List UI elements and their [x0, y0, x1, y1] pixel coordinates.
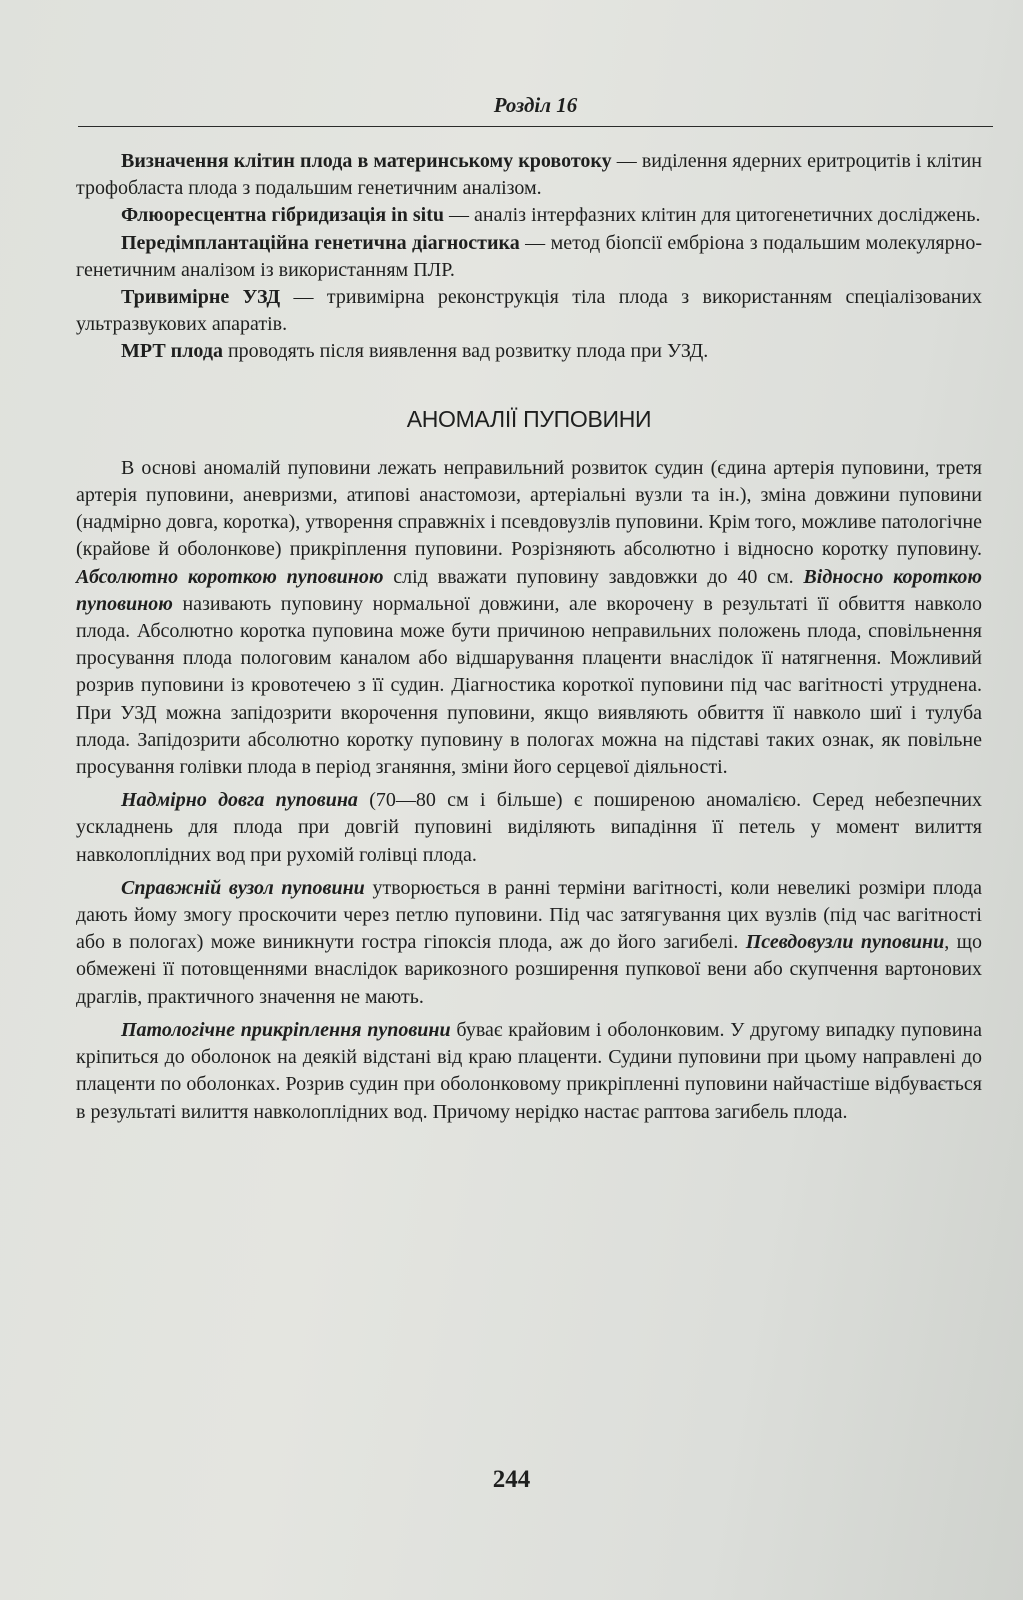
term: Тривимірне УЗД: [121, 286, 281, 309]
header-rule: [78, 126, 993, 127]
term: МРТ плода: [121, 340, 223, 363]
definition: проводять після виявлення вад розвитку плода при УЗД.: [222, 340, 709, 363]
definition: — виділення ядерних еритроцитів і клітин трофобласта плода з подальшим генетичним аналізом.: [76, 150, 982, 200]
intro-paragraph: [76, 338, 982, 365]
term: Флюоресцентна гібридизація in situ: [121, 204, 444, 227]
text-run: буває крайовим і оболонковим. У другому випадку пуповина кріпиться до оболонок на деякій відстані від краю плаценти. Судини пуповини при цьому направлені до плаценти по оболонках. Розрив судин при оболонковому прикріпленні пуповини найчастіше відбувається в результаті вилиття навколоплідних вод. Причому нерідко настає раптова загибель плода.: [76, 1018, 982, 1123]
emphasis-term: Патологічне прикріплення пуповини: [121, 1018, 451, 1041]
section-title: АНОМАЛІЇ ПУПОВИНИ: [406, 405, 652, 432]
definition: — аналіз інтерфазних клітин для цитогенетичних досліджень.: [444, 204, 981, 227]
body-paragraph: [76, 1017, 982, 1126]
text-run: В основі аномалій пуповини лежать неправильний розвиток судин (єдина артерія пуповини, третя артерія пуповини, аневризми, атипові анастомози, артеріальні вузли та ін.), зміна довжини пуповини (надмірно довга, коротка), утворення справжніх і псевдовузлів пуповини. Крім того, можливе патологічне (крайове й оболонкове) прикріплення пуповини. Розрізняють абсолютно і відносно коротку пуповину.: [76, 456, 982, 561]
running-header: Розділ 16: [493, 93, 578, 117]
emphasis-term: Абсолютно короткою пуповиною: [76, 565, 384, 588]
term: Визначення клітин плода в материнському кровотоку: [121, 150, 612, 172]
page-number: 244: [492, 1466, 531, 1493]
body-paragraph: [76, 455, 982, 781]
text-run: , що обмежені її потовщеннями внаслідок варикозного розширення пупкової вени або скупчення вартонових драглів, практичного значення не мають.: [76, 931, 983, 1008]
text-run: називають пуповину нормальної довжини, але вкорочену в результаті її обвиття навколо плода. Абсолютно коротка пуповина може бути причиною неправильних положень плода, сповільнення просування плода пологовим каналом або відшарування плаценти внаслідок її натягнення. Можливий розрив пуповини із кровотечею з її судин. Діагностика короткої пуповини під час вагітності утруднена. При УЗД можна запідозрити вкорочення пуповини, якщо виявляють обвиття її навколо шиї і тулуба плода. Запідозрити абсолютно коротку пуповину в пологах можна на підставі таких ознак, як повільне просування голівки плода в період зганяння, зміни його серцевої діяльності.: [76, 592, 982, 779]
intro-paragraph: [76, 284, 982, 338]
definition: — тривимірна реконструкція тіла плода з використанням спеціалізованих ультразвукових апаратів.: [76, 286, 982, 336]
term: Передімплантаційна генетична діагностика: [121, 231, 520, 254]
text-run: слід вважати пуповину завдовжки до 40 см.: [383, 565, 804, 588]
body-paragraph: [76, 787, 982, 869]
emphasis-term: Відносно короткою пуповиною: [76, 565, 983, 615]
intro-paragraph: [76, 230, 982, 284]
text-run: утворюється в ранні терміни вагітності, коли невеликі розміри плода дають йому змогу проскочити через петлю пуповини. Під час затягування цих вузлів (під час вагітності або в пологах) може виникнути гостра гіпоксія плода, аж до його загибелі.: [76, 876, 982, 954]
emphasis-term: Псевдовузли пуповини: [745, 931, 945, 954]
definition: — метод біопсії ембріона з подальшим молекулярно-генетичним аналізом із використанням ПЛР.: [76, 231, 982, 281]
emphasis-term: Надмірно довга пуповина: [121, 789, 358, 812]
intro-paragraph: [76, 202, 982, 229]
text-run: (70—80 см і більше) є поширеною аномалією. Серед небезпечних ускладнень для плода при довгій пуповині виділяють випадіння її петель у момент вилиття навколоплідних вод при рухомій голівці плода.: [76, 789, 982, 866]
intro-paragraph: [76, 148, 982, 202]
page-content: [76, 148, 982, 1126]
emphasis-term: Справжній вузол пуповини: [121, 876, 365, 899]
body-paragraph: [76, 875, 982, 1011]
